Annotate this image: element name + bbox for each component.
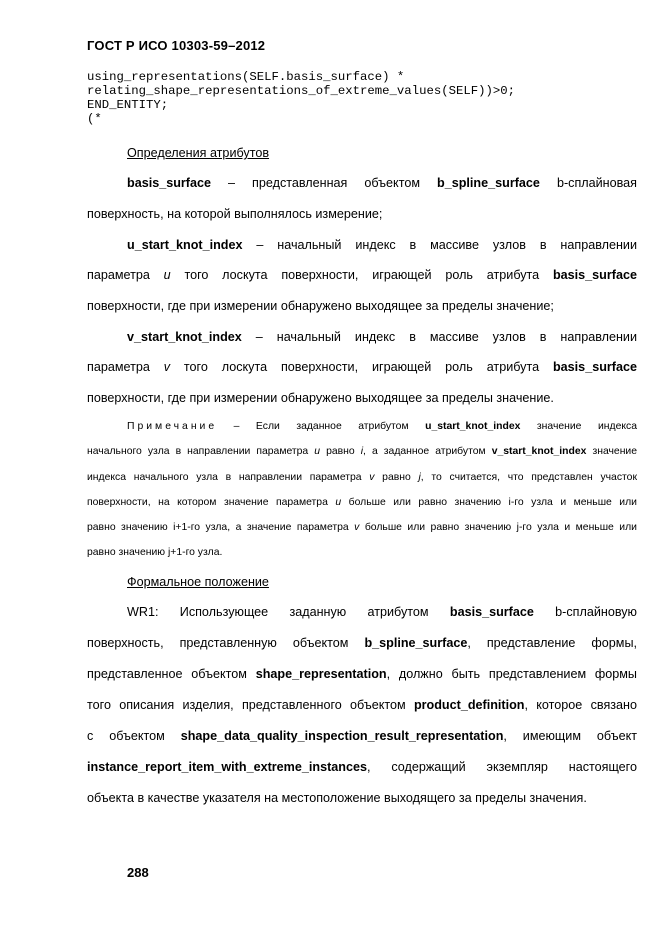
term-ref: basis_surface bbox=[552, 268, 637, 282]
definition-basis-surface: basis_surface – представленная объектом b_spline_surface b-сплайновая bbox=[127, 176, 637, 190]
term-ref: b_spline_surface bbox=[437, 176, 540, 190]
note-text: равно значению j+1-го узла. bbox=[87, 547, 223, 558]
definition-text: параметра v того лоскута поверхности, играющей роль атрибута basis_surface bbox=[87, 360, 637, 374]
term-ref: basis_surface bbox=[552, 360, 637, 374]
term: basis_surface bbox=[127, 176, 212, 190]
page-number: 288 bbox=[127, 865, 149, 880]
definition-text: параметра u того лоскута поверхности, играющей роль атрибута basis_surface bbox=[87, 268, 637, 282]
code-line: END_ENTITY; bbox=[87, 98, 169, 112]
definition-text: поверхности, где при измерении обнаружено выходящее за пределы значение; bbox=[87, 299, 554, 313]
formal-text: поверхность, представленную объектом b_spline_surface, представление формы, bbox=[87, 636, 637, 650]
definitions-heading: Определения атрибутов bbox=[127, 146, 270, 160]
term: u_start_knot_index bbox=[127, 238, 243, 252]
code-block bbox=[87, 70, 515, 126]
note-text: индекса начального узла в направлении параметра v равно j, то считается, что представлен участок bbox=[87, 472, 637, 483]
formal-rule-wr1: WR1: Использующее заданную атрибутом basis_surface b-сплайновую bbox=[127, 605, 637, 619]
formal-text: объекта в качестве указателя на местоположение выходящего за пределы значения. bbox=[87, 791, 587, 805]
formal-text: того описания изделия, представленного объектом product_definition, которое связано bbox=[87, 698, 637, 712]
note-text: равно значению i+1-го узла, а значение параметра v больше или равно значению j-го узла и меньше или bbox=[87, 522, 637, 533]
code-line: using_representations(SELF.basis_surface) * bbox=[87, 70, 405, 84]
definition-v-start-knot-index: v_start_knot_index – начальный индекс в массиве узлов в направлении bbox=[127, 330, 637, 344]
definition-text: поверхность, на которой выполнялось измерение; bbox=[87, 207, 383, 221]
formal-text: с объектом shape_data_quality_inspection_result_representation, имеющим объект bbox=[87, 729, 637, 743]
formal-text: представленное объектом shape_representation, должно быть представлением формы bbox=[87, 667, 637, 681]
note-label: Примечание bbox=[127, 421, 218, 432]
formal-heading: Формальное положение bbox=[127, 575, 269, 589]
definition-text: поверхности, где при измерении обнаружено выходящее за пределы значение. bbox=[87, 391, 554, 405]
definition-u-start-knot-index: u_start_knot_index – начальный индекс в массиве узлов в направлении bbox=[127, 238, 637, 252]
code-line: (* bbox=[87, 112, 102, 126]
term: v_start_knot_index bbox=[127, 330, 242, 344]
standard-title: ГОСТ Р ИСО 10303-59–2012 bbox=[87, 38, 266, 53]
code-line: relating_shape_representations_of_extreme_values(SELF))>0; bbox=[87, 84, 516, 98]
note: Примечание – Если заданное атрибутом u_start_knot_index значение индекса bbox=[127, 421, 637, 432]
note-text: поверхности, на котором значение параметра u больше или равно значению i-го узла и меньше или bbox=[87, 497, 637, 508]
note-text: начального узла в направлении параметра u равно i, а заданное атрибутом v_start_knot_index значение bbox=[87, 446, 638, 457]
formal-text: instance_report_item_with_extreme_instances, содержащий экземпляр настоящего bbox=[87, 760, 637, 774]
